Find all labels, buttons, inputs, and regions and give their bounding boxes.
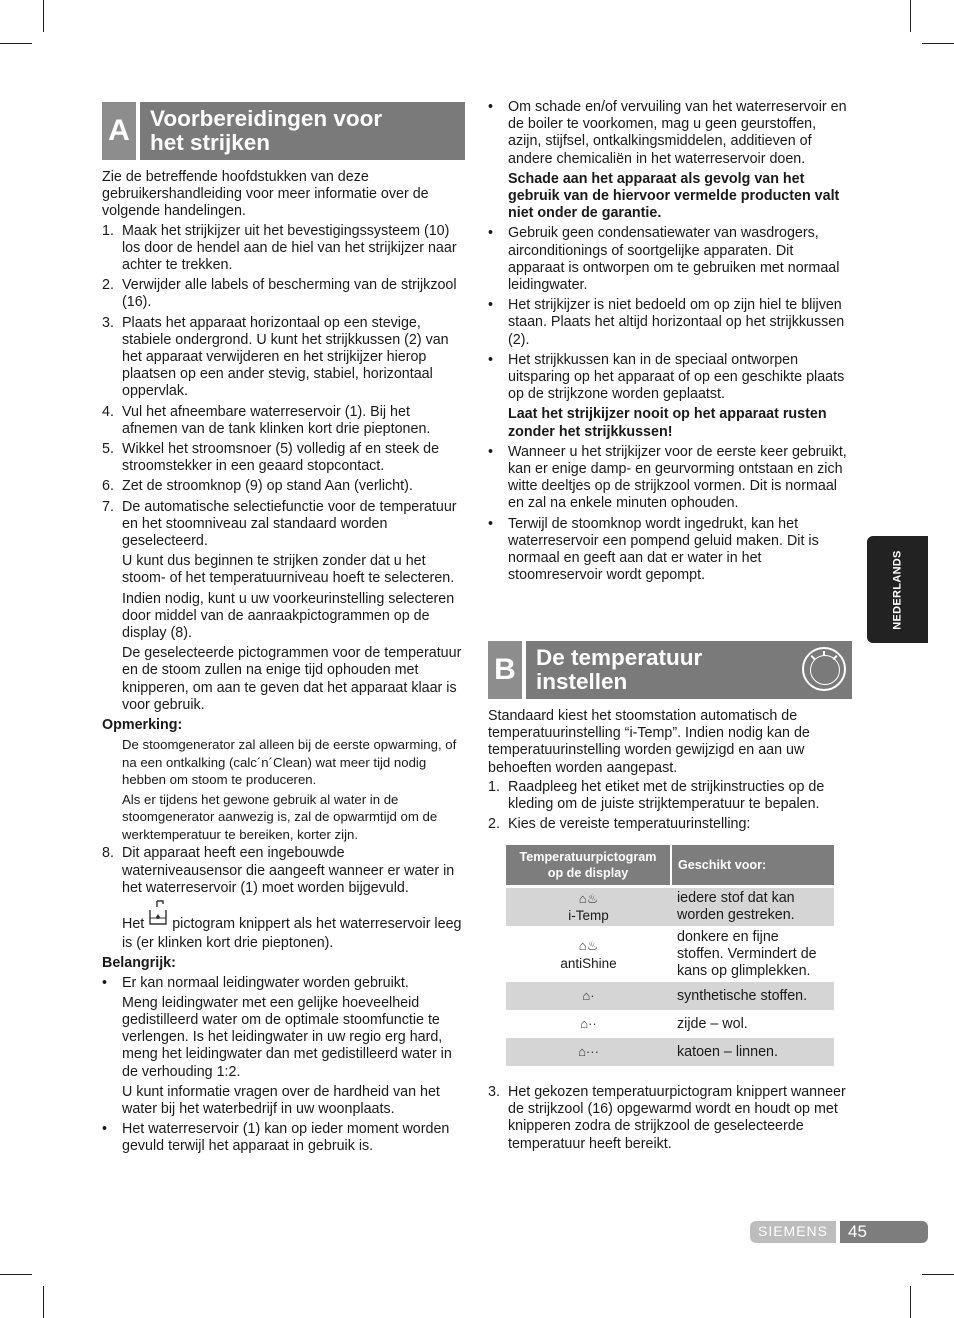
list-item: • Het strijkkussen kan in de speciaal ontworpen uitsparing op het apparaat of op een geschikte plaats op de strijkzone worden geplaatst. — [488, 351, 845, 403]
section-a-letter: A — [102, 102, 140, 160]
list-item: • Er kan normaal leidingwater worden gebruikt. — [102, 974, 409, 991]
iron-one-dot-icon: ⌂· — [582, 987, 595, 1003]
page-number: 45 — [840, 1221, 928, 1243]
step7-continuation: U kunt dus beginnen te strijken zonder dat u het stoom- of het temperatuurniveau hoeft te selecteren. — [122, 553, 455, 587]
table-row — [506, 888, 834, 926]
left-column — [102, 169, 466, 1159]
water-tank-icon — [148, 900, 168, 935]
section-a-title — [140, 102, 382, 160]
page-footer — [750, 1221, 928, 1243]
iron-two-dots-icon: ⌂·· — [580, 1015, 597, 1031]
table-row — [506, 1010, 834, 1038]
list-item: 1. Raadpleeg het etiket met de strijkinstructies op de kleding om de juiste strijktemperatuur te bepalen. — [488, 778, 825, 813]
temperature-dial-icon — [802, 647, 846, 691]
step8-continuation: Het pictogram knippert als het waterreservoir leeg is (er klinken kort drie pieptonen). — [102, 900, 466, 952]
list-item: 7. De automatische selectiefunctie voor de temperatuur en het stoomniveau zal standaard worden geselecteerd. — [102, 498, 457, 550]
table-row — [506, 926, 834, 982]
list-item: 5. Wikkel het stroomsnoer (5) volledig af en steek de stroomstekker in een geaard stopcontact. — [102, 441, 440, 475]
brand-label: SIEMENS — [750, 1221, 836, 1243]
section-a-intro: Zie de betreffende hoofdstukken van deze gebruikershandleiding voor meer informatie over de volgende handelingen. — [102, 169, 429, 220]
crop-mark — [910, 0, 911, 32]
icon-label: antiShine — [560, 955, 617, 971]
section-b-title — [526, 641, 702, 699]
table-cell: katoen – linnen. — [671, 1038, 834, 1066]
list-item: 3. Het gekozen temperatuurpictogram knippert wanneer de strijkzool (16) opgewarmd wordt en houdt op met knipperen zodra de strijkzool de geselecteerde temperatuur heeft bereikt. — [488, 1084, 846, 1152]
icon-label: i-Temp — [568, 908, 609, 924]
section-a-title-line2: het strijken — [150, 130, 271, 155]
warning-text: Schade aan het apparaat als gevolg van het gebruik van de hiervoor vermelde producten valt niet onder de garantie. — [508, 170, 840, 222]
crop-mark — [0, 1274, 32, 1275]
table-header-row — [506, 845, 834, 885]
list-item: 1. Maak het strijkijzer uit het bevestigingssysteem (10) los door de hendel aan de hiel van het strijkijzer naar achter te trekken. — [102, 222, 457, 274]
warning-text: Laat het strijkijzer nooit op het apparaat rusten zonder het strijkkussen! — [508, 406, 827, 440]
section-b-title-line1: De temperatuur — [536, 645, 703, 670]
note-text: De stoomgenerator zal alleen bij de eerste opwarming, of na een ontkalking (calc´n´Clean) wat meer tijd nodig hebben om stoom te produceren. — [122, 737, 457, 788]
table-row — [506, 982, 834, 1010]
crop-mark — [910, 1286, 911, 1318]
crop-mark — [43, 0, 44, 32]
table-cell: synthetische stoffen. — [671, 982, 834, 1010]
section-b-step3 — [488, 1084, 854, 1156]
table-cell: iedere stof dat kan worden gestreken. — [671, 888, 834, 926]
temperature-table — [506, 845, 834, 1066]
note-heading: Opmerking: — [102, 717, 183, 734]
list-item: • Wanneer u het strijkijzer voor de eerste keer gebruikt, kan er enige damp- en geurvorming ontstaan en zich witte deeltjes op de strijkzool vormen. Dit is normaal en zal na enkele minuten ophouden. — [488, 443, 847, 512]
list-item: 8. Dit apparaat heeft een ingebouwde waterniveausensor die aangeeft wanneer er water in het waterreservoir (1) moet worden bijgevuld. — [102, 845, 455, 896]
section-a-title-line1: Voorbereidingen voor — [150, 106, 383, 131]
iron-steam-icon: ⌂♨ — [578, 938, 599, 954]
list-item: • Terwijl de stoomknop wordt ingedrukt, kan het waterreservoir een pompend geluid maken. Dit is normaal en geeft aan dat er water in het stoomreservoir wordt gepompt. — [488, 515, 819, 584]
table-row — [506, 1038, 834, 1066]
step7-continuation: Indien nodig, kunt u uw voorkeurinstelling selecteren door middel van de aanraakpictogrammen op de display (8). — [122, 590, 455, 642]
section-a-steps — [102, 223, 466, 714]
language-tab — [867, 536, 928, 643]
language-tab-label: NEDERLANDS — [890, 549, 903, 630]
crop-mark — [922, 1274, 954, 1275]
list-item: 2. Kies de vereiste temperatuurinstelling: — [488, 816, 751, 833]
list-item: 3. Plaats het apparaat horizontaal op een stevige, stabiele ondergrond. U kunt het strijkkussen (2) van het apparaat verwijderen en het strijkijzer hierop plaatsen op een ander stevig, stabiel, horizontaal oppervlak. — [102, 314, 449, 400]
list-item: • Om schade en/of vervuiling van het waterreservoir en de boiler te voorkomen, mag u geen geurstoffen, azijn, stijfsel, ontkalkingsmiddelen, additieven of andere chemicaliën in het waterreservoir doen. — [488, 99, 847, 167]
iron-three-dots-icon: ⌂··· — [578, 1043, 599, 1059]
list-item: 2. Verwijder alle labels of bescherming van de strijkzool (16). — [102, 277, 457, 311]
section-b-letter: B — [488, 641, 526, 699]
table-header-icon: Temperatuurpictogram op de display — [506, 845, 671, 885]
section-a-header — [102, 102, 465, 160]
table-header-suitable: Geschikt voor: — [671, 845, 834, 885]
step7-continuation: De geselecteerde pictogrammen voor de temperatuur en de stoom zullen na enige tijd ophouden met knipperen, om aan te geven dat het apparaat klaar is voor gebruik. — [122, 645, 462, 713]
list-item: 6. Zet de stroomknop (9) op stand Aan (verlicht). — [102, 478, 413, 495]
list-item: • Het waterreservoir (1) kan op ieder moment worden gevuld terwijl het apparaat in gebruik is. — [102, 1121, 450, 1155]
important-heading: Belangrijk: — [102, 955, 176, 972]
bullet-continuation: Meng leidingwater met een gelijke hoeveelheid gedistilleerd water om de optimale stoomfunctie te verlengen. Is het leidingwater in uw regio erg hard, meng het leidingwater dan met gedistilleerd water in de verhouding 1:2. — [122, 994, 452, 1080]
crop-mark — [0, 43, 32, 44]
list-item: • Het strijkijzer is niet bedoeld om op zijn hiel te blijven staan. Plaats het altijd horizontaal op het strijkkussen (2). — [488, 297, 845, 348]
crop-mark — [922, 43, 954, 44]
note-text: Als er tijdens het gewone gebruik al water in de stoomgenerator aanwezig is, zal de opwarmtijd om de werktemperatuur te bereiken, korter zijn. — [122, 791, 438, 842]
iron-steam-icon: ⌂♨ — [578, 891, 599, 907]
right-column-top — [488, 99, 852, 587]
section-b-header — [488, 641, 852, 699]
list-item: 4. Vul het afneembare waterreservoir (1). Bij het afnemen van de tank klinken kort drie pieptonen. — [102, 403, 431, 437]
section-b-title-line2: instellen — [536, 669, 628, 694]
bullet-continuation: U kunt informatie vragen over de hardheid van het water bij het waterbedrijf in uw woonplaats. — [122, 1083, 440, 1117]
table-cell: zijde – wol. — [677, 1015, 748, 1032]
section-b-body — [488, 708, 854, 836]
section-b-intro: Standaard kiest het stoomstation automatisch de temperatuurinstelling “i-Temp”. Indien nodig kan de temperatuurinstelling worden gewijzigd en aan uw behoeften worden aangepast. — [488, 708, 810, 776]
list-item: • Gebruik geen condensatiewater van wasdrogers, airconditionings of soortgelijke apparaten. Dit apparaat is ontworpen om te gebruiken met normaal leidingwater. — [488, 225, 840, 294]
table-cell: donkere en fijne stoffen. Vermindert de kans op glimplekken. — [677, 928, 817, 979]
crop-mark — [43, 1286, 44, 1318]
